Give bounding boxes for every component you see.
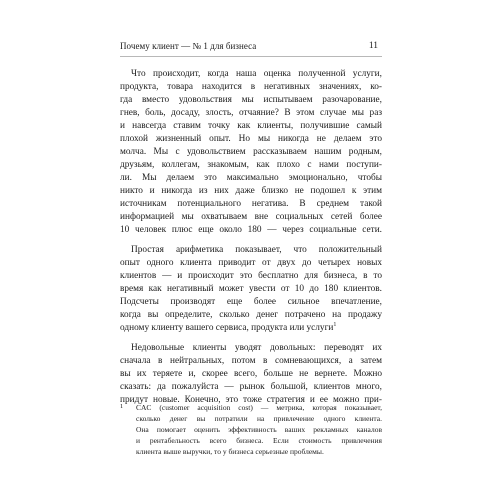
text-line: сказать: да пожалуйста — рынок большой, клиентов много, (120, 382, 382, 392)
text-line: ли. Мы делаем это максимально эмоционально, чтобы (120, 173, 382, 183)
text-line: и навсегда ставим точку как клиенты, получившие самый (120, 121, 382, 131)
footnote-reference: 1 (333, 321, 337, 328)
text-line: гнев, боль, досаду, злость, отчаяние? В этом случае мы раз (120, 108, 382, 118)
text-line: одному клиенту вашего сервиса, продукта или услуги (120, 323, 334, 333)
text-line: Недовольные клиенты уводят довольных: переводят их (131, 343, 382, 353)
footnote-line: и рентабельность всего бизнеса. Если стоимость привлечения (136, 436, 382, 445)
footnote-line: клиента выше выручки, то у бизнеса серьезные проблемы. (136, 447, 324, 456)
text-line: Подсчеты производят еще более сильное впечатление, (120, 297, 382, 307)
text-line: время как негативный может увести от 10 до 180 клиентов. (120, 284, 382, 294)
text-line: гда вместо удовольствия мы испытываем разочарование, (120, 95, 382, 105)
text-line: когда вы определите, сколько денег потрачено на продажу (120, 310, 382, 320)
running-header (120, 40, 382, 57)
running-title: Почему клиент — № 1 для бизнеса (120, 41, 257, 51)
text-line: придут новые. Конечно, это тоже стратегия и ее можно при- (120, 395, 382, 405)
text-line: клиентов — и происходит это бесплатно для бизнеса, в то (120, 271, 382, 281)
footnote-line: Она помогает оценить эффективность ваших рекламных каналов (136, 425, 382, 434)
text-line: продукта, товара находится в негативных значениях, ко- (120, 82, 382, 92)
text-line: молча. Мы с удовольствием рассказываем нашим родным, (120, 147, 382, 157)
text-line-with-footnote (120, 322, 382, 335)
text-line: информацией мы охватываем вне социальных сетей более (120, 212, 382, 222)
footnote-line: CAC (customer acquisition cost) — метрика, которая показывает, (136, 403, 382, 412)
text-line: никто и никогда из них даже близко не подошел к этим (120, 186, 382, 196)
text-line: Что происходит, когда наша оценка полученной услуги, (131, 69, 382, 79)
page-number: 11 (368, 41, 378, 51)
text-line: плохой жизненный опыт. Но мы никогда не делаем это (120, 134, 382, 144)
text-line: вы их теряете и, скорее всего, больше не вернете. Можно (120, 369, 382, 379)
text-line: опыт одного клиента приводит от двух до четырех новых (120, 258, 382, 268)
text-line: друзьям, коллегам, знакомым, как плохо с нами поступи- (120, 160, 382, 170)
text-line: 10 человек плюс еще около 180 — через социальные сети. (120, 225, 382, 235)
text-line: Простая арифметика показывает, что положительный (131, 245, 382, 255)
text-line: источникам потенциального негатива. В среднем такой (120, 199, 382, 209)
footnote-line: сколько денег вы потратили на привлечение одного клиента. (136, 414, 382, 423)
text-line: сначала в нейтральных, потом в сомневающихся, а затем (120, 356, 382, 366)
footnote-marker: 1 (120, 403, 124, 410)
